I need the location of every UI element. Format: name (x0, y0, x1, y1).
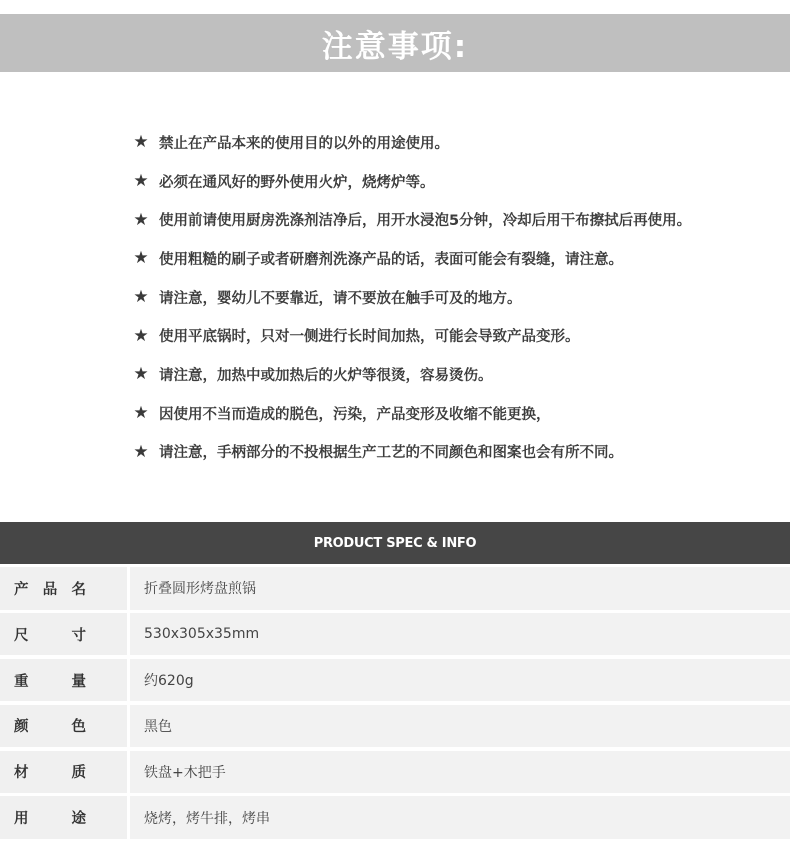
star-icon: ★ (133, 364, 149, 385)
notice-title-banner (0, 14, 790, 72)
spec-label: 颜色 (14, 719, 86, 736)
notice-text: 请注意，手柄部分的不投根据生产工艺的不同颜色和图案也会有所不同。 (159, 445, 623, 462)
spec-value: 530x305x35mm (144, 626, 260, 643)
notice-item (133, 200, 783, 239)
spec-label-cell (0, 659, 127, 702)
spec-value-cell (130, 659, 790, 702)
notice-item (133, 433, 783, 472)
spec-value-cell (130, 613, 790, 656)
notice-text: 因使用不当而造成的脱色，污染，产品变形及收缩不能更换， (159, 406, 551, 423)
spec-value-cell (130, 796, 790, 839)
star-icon: ★ (133, 287, 149, 308)
spec-row-weight (0, 659, 790, 702)
notice-text: 请注意，婴幼儿不要靠近，请不要放在触手可及的地方。 (159, 290, 522, 307)
notice-item (133, 123, 783, 162)
star-icon: ★ (133, 441, 149, 462)
notice-item (133, 316, 783, 355)
notice-text: 必须在通风好的野外使用火炉，烧烤炉等。 (159, 174, 435, 191)
spec-label-cell (0, 567, 127, 610)
spec-value-cell (130, 751, 790, 794)
notice-text: 请注意，加热中或加热后的火炉等很烫，容易烫伤。 (159, 367, 493, 384)
notice-item (133, 355, 783, 394)
spec-label: 尺寸 (14, 627, 86, 644)
spec-value: 折叠圆形烤盘煎锅 (144, 581, 256, 598)
spec-value-cell (130, 705, 790, 748)
spec-label: 用途 (14, 811, 86, 828)
spec-row-product-name (0, 567, 790, 610)
star-icon: ★ (133, 325, 149, 346)
spec-value: 烧烤，烤牛排，烤串 (144, 810, 270, 827)
spec-table (0, 567, 790, 842)
spec-header (0, 522, 790, 564)
spec-label: 材质 (14, 765, 86, 782)
spec-label: 产品名 (14, 581, 86, 598)
notice-item (133, 239, 783, 278)
star-icon: ★ (133, 209, 149, 230)
notice-text: 使用前请使用厨房洗涤剂洁净后，用开水浸泡5分钟，冷却后用干布擦拭后再使用。 (159, 213, 692, 230)
notice-text: 使用粗糙的刷子或者研磨剂洗涤产品的话，表面可能会有裂缝，请注意。 (159, 251, 623, 268)
notice-title: 注意事项: (321, 28, 469, 65)
spec-row-size (0, 613, 790, 656)
spec-label-cell (0, 751, 127, 794)
spec-value: 黑色 (144, 718, 172, 735)
spec-value: 约620g (144, 673, 194, 690)
star-icon: ★ (133, 171, 149, 192)
spec-value: 铁盘+木把手 (144, 764, 226, 781)
notice-text: 禁止在产品本来的使用目的以外的用途使用。 (159, 135, 449, 152)
notice-item (133, 394, 783, 433)
notice-text: 使用平底锅时，只对一侧进行长时间加热，可能会导致产品变形。 (159, 329, 580, 346)
star-icon: ★ (133, 248, 149, 269)
notice-item (133, 278, 783, 317)
star-icon: ★ (133, 403, 149, 424)
spec-row-usage (0, 796, 790, 839)
spec-label: 重量 (14, 673, 86, 690)
notice-list (133, 123, 783, 471)
notice-item (133, 162, 783, 201)
spec-label-cell (0, 796, 127, 839)
spec-value-cell (130, 567, 790, 610)
spec-row-material (0, 751, 790, 794)
spec-label-cell (0, 613, 127, 656)
spec-row-color (0, 705, 790, 748)
spec-title: PRODUCT SPEC & INFO (313, 535, 477, 551)
star-icon: ★ (133, 132, 149, 153)
spec-label-cell (0, 705, 127, 748)
